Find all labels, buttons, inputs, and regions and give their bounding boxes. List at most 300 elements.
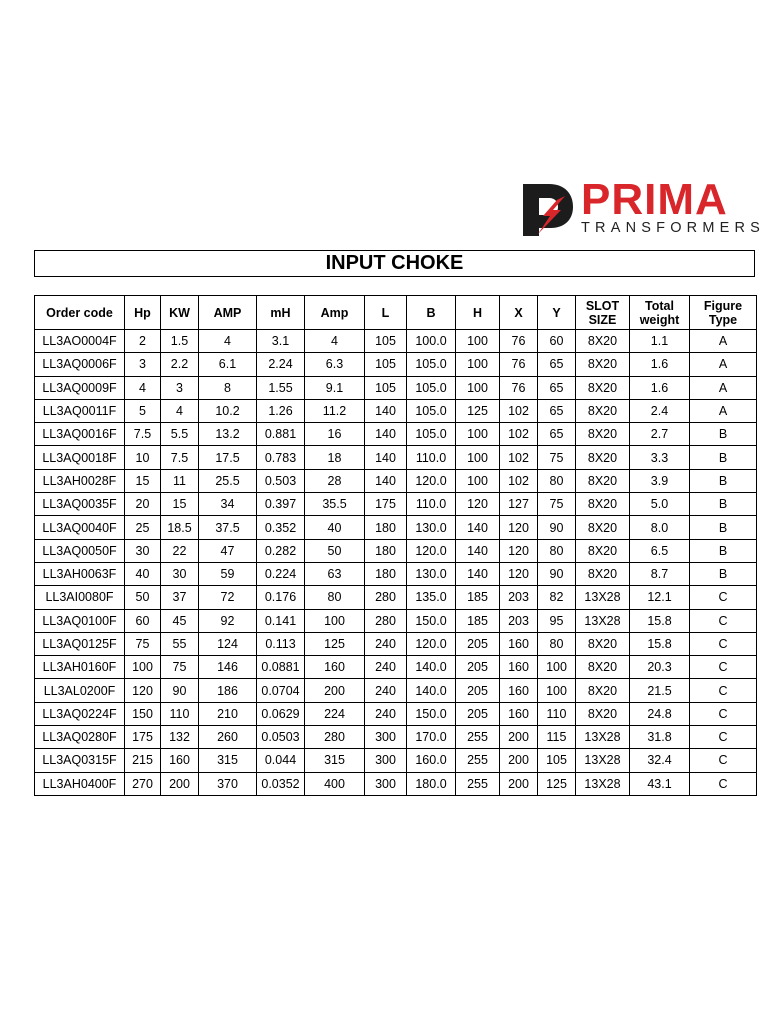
table-row xyxy=(35,772,757,795)
cell-order-code: LL3AQ0100F xyxy=(35,609,125,632)
cell-figure-type: B xyxy=(690,446,757,469)
cell-b: 105.0 xyxy=(407,353,456,376)
cell-y: 65 xyxy=(538,399,576,422)
cell-slot-size: 8X20 xyxy=(576,399,630,422)
header-figure-type: Figure Type xyxy=(690,296,757,330)
cell-hp: 40 xyxy=(125,562,161,585)
cell-y: 65 xyxy=(538,353,576,376)
cell-total-weight: 15.8 xyxy=(630,632,690,655)
cell-slot-size: 8X20 xyxy=(576,516,630,539)
cell-amp-rating: 9.1 xyxy=(305,376,365,399)
table-row xyxy=(35,516,757,539)
brand-logo xyxy=(521,175,766,240)
cell-l: 180 xyxy=(365,539,407,562)
cell-slot-size: 8X20 xyxy=(576,656,630,679)
cell-x: 76 xyxy=(500,353,538,376)
cell-total-weight: 20.3 xyxy=(630,656,690,679)
cell-y: 65 xyxy=(538,376,576,399)
cell-mh: 2.24 xyxy=(257,353,305,376)
table-row xyxy=(35,586,757,609)
cell-amp-rating: 400 xyxy=(305,772,365,795)
cell-amp-rating: 100 xyxy=(305,609,365,632)
cell-h: 205 xyxy=(456,656,500,679)
cell-hp: 75 xyxy=(125,632,161,655)
cell-hp: 100 xyxy=(125,656,161,679)
cell-y: 65 xyxy=(538,423,576,446)
table-row xyxy=(35,702,757,725)
cell-total-weight: 43.1 xyxy=(630,772,690,795)
cell-amp-rating: 16 xyxy=(305,423,365,446)
cell-amp-rating: 11.2 xyxy=(305,399,365,422)
cell-amp: 210 xyxy=(199,702,257,725)
cell-mh: 0.176 xyxy=(257,586,305,609)
cell-mh: 0.044 xyxy=(257,749,305,772)
cell-x: 200 xyxy=(500,772,538,795)
cell-figure-type: B xyxy=(690,469,757,492)
cell-x: 76 xyxy=(500,330,538,353)
cell-order-code: LL3AL0200F xyxy=(35,679,125,702)
cell-y: 110 xyxy=(538,702,576,725)
cell-hp: 30 xyxy=(125,539,161,562)
table-row xyxy=(35,539,757,562)
cell-h: 140 xyxy=(456,539,500,562)
cell-b: 120.0 xyxy=(407,539,456,562)
cell-amp-rating: 40 xyxy=(305,516,365,539)
cell-hp: 150 xyxy=(125,702,161,725)
cell-amp: 315 xyxy=(199,749,257,772)
cell-h: 255 xyxy=(456,749,500,772)
cell-total-weight: 3.3 xyxy=(630,446,690,469)
cell-order-code: LL3AQ0050F xyxy=(35,539,125,562)
cell-amp-rating: 18 xyxy=(305,446,365,469)
cell-h: 185 xyxy=(456,609,500,632)
cell-kw: 30 xyxy=(161,562,199,585)
cell-mh: 0.0503 xyxy=(257,726,305,749)
cell-l: 240 xyxy=(365,632,407,655)
cell-amp: 92 xyxy=(199,609,257,632)
cell-slot-size: 13X28 xyxy=(576,726,630,749)
cell-h: 120 xyxy=(456,493,500,516)
table-row xyxy=(35,493,757,516)
cell-x: 76 xyxy=(500,376,538,399)
cell-kw: 3 xyxy=(161,376,199,399)
cell-l: 180 xyxy=(365,562,407,585)
cell-b: 170.0 xyxy=(407,726,456,749)
cell-hp: 175 xyxy=(125,726,161,749)
cell-mh: 0.783 xyxy=(257,446,305,469)
cell-mh: 0.503 xyxy=(257,469,305,492)
cell-h: 100 xyxy=(456,376,500,399)
cell-mh: 0.282 xyxy=(257,539,305,562)
header-order-code: Order code xyxy=(35,296,125,330)
cell-slot-size: 8X20 xyxy=(576,493,630,516)
cell-amp: 6.1 xyxy=(199,353,257,376)
cell-h: 205 xyxy=(456,702,500,725)
cell-amp-rating: 315 xyxy=(305,749,365,772)
header-b: B xyxy=(407,296,456,330)
cell-h: 100 xyxy=(456,353,500,376)
cell-kw: 160 xyxy=(161,749,199,772)
cell-l: 105 xyxy=(365,330,407,353)
cell-l: 140 xyxy=(365,469,407,492)
cell-total-weight: 2.7 xyxy=(630,423,690,446)
cell-hp: 25 xyxy=(125,516,161,539)
cell-order-code: LL3AQ0280F xyxy=(35,726,125,749)
cell-x: 203 xyxy=(500,586,538,609)
cell-figure-type: C xyxy=(690,772,757,795)
cell-x: 203 xyxy=(500,609,538,632)
cell-amp-rating: 35.5 xyxy=(305,493,365,516)
header-hp: Hp xyxy=(125,296,161,330)
cell-order-code: LL3AH0063F xyxy=(35,562,125,585)
cell-amp: 10.2 xyxy=(199,399,257,422)
table-row xyxy=(35,469,757,492)
cell-l: 175 xyxy=(365,493,407,516)
cell-amp-rating: 4 xyxy=(305,330,365,353)
cell-figure-type: B xyxy=(690,516,757,539)
cell-order-code: LL3AH0028F xyxy=(35,469,125,492)
header-slot-size: SLOT SIZE xyxy=(576,296,630,330)
cell-amp-rating: 6.3 xyxy=(305,353,365,376)
cell-x: 160 xyxy=(500,632,538,655)
cell-y: 100 xyxy=(538,679,576,702)
cell-x: 120 xyxy=(500,562,538,585)
header-x: X xyxy=(500,296,538,330)
cell-order-code: LL3AQ0035F xyxy=(35,493,125,516)
cell-amp: 25.5 xyxy=(199,469,257,492)
input-choke-table xyxy=(34,295,757,796)
cell-amp: 34 xyxy=(199,493,257,516)
table-row xyxy=(35,399,757,422)
cell-figure-type: C xyxy=(690,656,757,679)
cell-mh: 0.224 xyxy=(257,562,305,585)
cell-kw: 4 xyxy=(161,399,199,422)
header-l: L xyxy=(365,296,407,330)
cell-hp: 20 xyxy=(125,493,161,516)
cell-h: 255 xyxy=(456,726,500,749)
cell-h: 205 xyxy=(456,632,500,655)
cell-kw: 5.5 xyxy=(161,423,199,446)
table-row xyxy=(35,353,757,376)
cell-b: 135.0 xyxy=(407,586,456,609)
cell-amp-rating: 125 xyxy=(305,632,365,655)
cell-b: 140.0 xyxy=(407,679,456,702)
cell-order-code: LL3AQ0125F xyxy=(35,632,125,655)
cell-l: 300 xyxy=(365,772,407,795)
table-row xyxy=(35,749,757,772)
cell-slot-size: 8X20 xyxy=(576,469,630,492)
cell-l: 105 xyxy=(365,376,407,399)
cell-amp-rating: 224 xyxy=(305,702,365,725)
cell-y: 90 xyxy=(538,562,576,585)
cell-b: 105.0 xyxy=(407,399,456,422)
cell-h: 100 xyxy=(456,446,500,469)
cell-kw: 7.5 xyxy=(161,446,199,469)
cell-figure-type: C xyxy=(690,632,757,655)
cell-x: 160 xyxy=(500,656,538,679)
cell-b: 110.0 xyxy=(407,493,456,516)
cell-h: 125 xyxy=(456,399,500,422)
cell-mh: 1.55 xyxy=(257,376,305,399)
cell-total-weight: 12.1 xyxy=(630,586,690,609)
cell-order-code: LL3AQ0224F xyxy=(35,702,125,725)
cell-kw: 75 xyxy=(161,656,199,679)
cell-slot-size: 8X20 xyxy=(576,632,630,655)
cell-slot-size: 8X20 xyxy=(576,330,630,353)
cell-total-weight: 24.8 xyxy=(630,702,690,725)
cell-amp: 13.2 xyxy=(199,423,257,446)
cell-x: 102 xyxy=(500,399,538,422)
cell-total-weight: 8.0 xyxy=(630,516,690,539)
cell-amp-rating: 280 xyxy=(305,726,365,749)
cell-l: 240 xyxy=(365,679,407,702)
header-amp-rating: Amp xyxy=(305,296,365,330)
cell-y: 82 xyxy=(538,586,576,609)
cell-amp-rating: 63 xyxy=(305,562,365,585)
cell-l: 140 xyxy=(365,423,407,446)
cell-kw: 15 xyxy=(161,493,199,516)
cell-b: 180.0 xyxy=(407,772,456,795)
cell-y: 115 xyxy=(538,726,576,749)
cell-total-weight: 1.6 xyxy=(630,353,690,376)
cell-h: 185 xyxy=(456,586,500,609)
cell-order-code: LL3AH0400F xyxy=(35,772,125,795)
cell-hp: 15 xyxy=(125,469,161,492)
cell-mh: 0.397 xyxy=(257,493,305,516)
cell-mh: 0.0352 xyxy=(257,772,305,795)
cell-x: 160 xyxy=(500,679,538,702)
cell-slot-size: 8X20 xyxy=(576,679,630,702)
table-row xyxy=(35,726,757,749)
cell-h: 100 xyxy=(456,469,500,492)
cell-order-code: LL3AQ0018F xyxy=(35,446,125,469)
cell-x: 200 xyxy=(500,749,538,772)
cell-h: 140 xyxy=(456,516,500,539)
cell-hp: 270 xyxy=(125,772,161,795)
cell-order-code: LL3AQ0011F xyxy=(35,399,125,422)
cell-mh: 0.881 xyxy=(257,423,305,446)
cell-hp: 4 xyxy=(125,376,161,399)
brand-subtitle: TRANSFORMERS xyxy=(581,220,766,236)
cell-amp: 47 xyxy=(199,539,257,562)
header-kw: KW xyxy=(161,296,199,330)
header-amp: AMP xyxy=(199,296,257,330)
cell-kw: 37 xyxy=(161,586,199,609)
cell-amp-rating: 160 xyxy=(305,656,365,679)
cell-kw: 110 xyxy=(161,702,199,725)
cell-hp: 215 xyxy=(125,749,161,772)
cell-b: 140.0 xyxy=(407,656,456,679)
cell-amp-rating: 50 xyxy=(305,539,365,562)
cell-l: 300 xyxy=(365,749,407,772)
cell-figure-type: B xyxy=(690,493,757,516)
cell-hp: 3 xyxy=(125,353,161,376)
cell-l: 280 xyxy=(365,586,407,609)
cell-slot-size: 8X20 xyxy=(576,562,630,585)
cell-kw: 1.5 xyxy=(161,330,199,353)
cell-order-code: LL3AQ0009F xyxy=(35,376,125,399)
cell-figure-type: C xyxy=(690,749,757,772)
cell-h: 140 xyxy=(456,562,500,585)
cell-total-weight: 6.5 xyxy=(630,539,690,562)
cell-order-code: LL3AQ0040F xyxy=(35,516,125,539)
cell-b: 150.0 xyxy=(407,702,456,725)
cell-h: 255 xyxy=(456,772,500,795)
cell-b: 120.0 xyxy=(407,632,456,655)
cell-h: 205 xyxy=(456,679,500,702)
cell-total-weight: 21.5 xyxy=(630,679,690,702)
cell-l: 300 xyxy=(365,726,407,749)
cell-figure-type: C xyxy=(690,586,757,609)
table-body xyxy=(35,330,757,796)
cell-mh: 0.0629 xyxy=(257,702,305,725)
cell-total-weight: 8.7 xyxy=(630,562,690,585)
cell-order-code: LL3AQ0016F xyxy=(35,423,125,446)
table-row xyxy=(35,446,757,469)
cell-amp: 8 xyxy=(199,376,257,399)
cell-total-weight: 31.8 xyxy=(630,726,690,749)
cell-mh: 3.1 xyxy=(257,330,305,353)
cell-kw: 132 xyxy=(161,726,199,749)
cell-amp: 4 xyxy=(199,330,257,353)
cell-order-code: LL3AI0080F xyxy=(35,586,125,609)
table-row xyxy=(35,330,757,353)
cell-amp: 146 xyxy=(199,656,257,679)
cell-b: 105.0 xyxy=(407,423,456,446)
table-row xyxy=(35,376,757,399)
cell-b: 130.0 xyxy=(407,562,456,585)
cell-mh: 0.352 xyxy=(257,516,305,539)
table-row xyxy=(35,632,757,655)
cell-figure-type: A xyxy=(690,376,757,399)
cell-figure-type: A xyxy=(690,330,757,353)
cell-l: 140 xyxy=(365,399,407,422)
cell-amp: 124 xyxy=(199,632,257,655)
cell-slot-size: 13X28 xyxy=(576,772,630,795)
cell-order-code: LL3AQ0006F xyxy=(35,353,125,376)
table-row xyxy=(35,609,757,632)
cell-total-weight: 1.6 xyxy=(630,376,690,399)
table-row xyxy=(35,679,757,702)
cell-b: 100.0 xyxy=(407,330,456,353)
cell-b: 150.0 xyxy=(407,609,456,632)
table-header-row xyxy=(35,296,757,330)
cell-total-weight: 32.4 xyxy=(630,749,690,772)
cell-slot-size: 13X28 xyxy=(576,586,630,609)
cell-x: 200 xyxy=(500,726,538,749)
cell-hp: 5 xyxy=(125,399,161,422)
cell-mh: 0.0704 xyxy=(257,679,305,702)
cell-figure-type: C xyxy=(690,702,757,725)
cell-kw: 11 xyxy=(161,469,199,492)
cell-amp: 59 xyxy=(199,562,257,585)
cell-slot-size: 8X20 xyxy=(576,423,630,446)
cell-amp: 17.5 xyxy=(199,446,257,469)
cell-kw: 45 xyxy=(161,609,199,632)
cell-kw: 200 xyxy=(161,772,199,795)
cell-kw: 22 xyxy=(161,539,199,562)
cell-figure-type: B xyxy=(690,562,757,585)
cell-slot-size: 8X20 xyxy=(576,539,630,562)
cell-slot-size: 8X20 xyxy=(576,702,630,725)
cell-mh: 0.141 xyxy=(257,609,305,632)
cell-kw: 18.5 xyxy=(161,516,199,539)
cell-l: 105 xyxy=(365,353,407,376)
cell-hp: 10 xyxy=(125,446,161,469)
cell-amp-rating: 200 xyxy=(305,679,365,702)
cell-total-weight: 2.4 xyxy=(630,399,690,422)
cell-total-weight: 5.0 xyxy=(630,493,690,516)
brand-name: PRIMA xyxy=(581,175,728,224)
cell-kw: 90 xyxy=(161,679,199,702)
cell-hp: 2 xyxy=(125,330,161,353)
cell-hp: 60 xyxy=(125,609,161,632)
cell-figure-type: C xyxy=(690,609,757,632)
cell-b: 120.0 xyxy=(407,469,456,492)
cell-l: 140 xyxy=(365,446,407,469)
cell-hp: 120 xyxy=(125,679,161,702)
cell-y: 100 xyxy=(538,656,576,679)
cell-total-weight: 3.9 xyxy=(630,469,690,492)
cell-figure-type: B xyxy=(690,539,757,562)
cell-l: 180 xyxy=(365,516,407,539)
cell-y: 105 xyxy=(538,749,576,772)
cell-kw: 2.2 xyxy=(161,353,199,376)
cell-figure-type: B xyxy=(690,423,757,446)
cell-total-weight: 15.8 xyxy=(630,609,690,632)
table-row xyxy=(35,562,757,585)
cell-amp-rating: 28 xyxy=(305,469,365,492)
cell-b: 130.0 xyxy=(407,516,456,539)
cell-x: 102 xyxy=(500,469,538,492)
cell-y: 80 xyxy=(538,632,576,655)
cell-total-weight: 1.1 xyxy=(630,330,690,353)
cell-order-code: LL3AH0160F xyxy=(35,656,125,679)
header-mh: mH xyxy=(257,296,305,330)
cell-b: 105.0 xyxy=(407,376,456,399)
cell-mh: 0.113 xyxy=(257,632,305,655)
cell-b: 110.0 xyxy=(407,446,456,469)
cell-y: 80 xyxy=(538,539,576,562)
cell-slot-size: 8X20 xyxy=(576,353,630,376)
cell-y: 95 xyxy=(538,609,576,632)
cell-slot-size: 13X28 xyxy=(576,749,630,772)
cell-l: 280 xyxy=(365,609,407,632)
cell-order-code: LL3AO0004F xyxy=(35,330,125,353)
cell-amp: 370 xyxy=(199,772,257,795)
cell-hp: 50 xyxy=(125,586,161,609)
cell-b: 160.0 xyxy=(407,749,456,772)
cell-x: 102 xyxy=(500,446,538,469)
cell-amp: 72 xyxy=(199,586,257,609)
cell-mh: 0.0881 xyxy=(257,656,305,679)
cell-x: 127 xyxy=(500,493,538,516)
cell-y: 80 xyxy=(538,469,576,492)
cell-order-code: LL3AQ0315F xyxy=(35,749,125,772)
cell-kw: 55 xyxy=(161,632,199,655)
table-row xyxy=(35,423,757,446)
cell-figure-type: A xyxy=(690,353,757,376)
cell-x: 120 xyxy=(500,516,538,539)
cell-h: 100 xyxy=(456,423,500,446)
cell-y: 125 xyxy=(538,772,576,795)
cell-y: 75 xyxy=(538,493,576,516)
cell-y: 60 xyxy=(538,330,576,353)
cell-figure-type: C xyxy=(690,726,757,749)
cell-slot-size: 13X28 xyxy=(576,609,630,632)
cell-l: 240 xyxy=(365,702,407,725)
cell-amp: 37.5 xyxy=(199,516,257,539)
